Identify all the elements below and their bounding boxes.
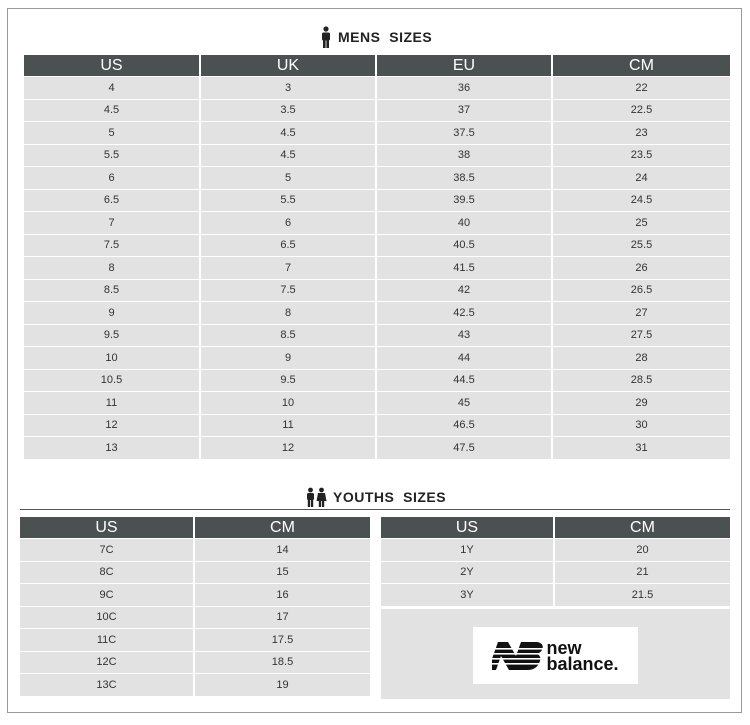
mens-cell-us: 10 [24, 346, 201, 369]
mens-row [24, 121, 730, 144]
mens-cell-cm: 27.5 [553, 324, 730, 347]
youths-right-row [381, 538, 730, 561]
mens-cell-cm: 26 [553, 256, 730, 279]
mens-cell-us: 4 [24, 76, 201, 99]
children-icon [305, 487, 327, 507]
mens-cell-cm: 24.5 [553, 189, 730, 212]
mens-row [24, 256, 730, 279]
mens-row [24, 234, 730, 257]
mens-title-label: MENS SIZES [338, 29, 433, 45]
mens-cell-eu: 40.5 [377, 234, 553, 257]
youths-left-cell-cm: 17.5 [195, 628, 370, 651]
mens-cell-us: 8 [24, 256, 201, 279]
mens-row [24, 189, 730, 212]
youths-left-cell-us: 10C [20, 606, 195, 629]
youths-title-label: YOUTHS SIZES [333, 489, 447, 505]
mens-cell-cm: 31 [553, 436, 730, 459]
youths-right-size-table [381, 517, 730, 606]
mens-row [24, 324, 730, 347]
youths-left-cell-us: 13C [20, 673, 195, 696]
youths-left-cell-cm: 18.5 [195, 651, 370, 674]
youths-left-cell-cm: 16 [195, 583, 370, 606]
mens-cell-cm: 28 [553, 346, 730, 369]
mens-cell-us: 10.5 [24, 369, 201, 392]
mens-cell-uk: 6 [201, 211, 377, 234]
mens-cell-cm: 26.5 [553, 279, 730, 302]
mens-cell-eu: 37.5 [377, 121, 553, 144]
mens-cell-cm: 23.5 [553, 144, 730, 167]
youths-left-col-us: US [20, 517, 195, 538]
mens-row [24, 369, 730, 392]
youths-right-col-cm: CM [555, 517, 730, 538]
mens-cell-uk: 8.5 [201, 324, 377, 347]
mens-cell-us: 5.5 [24, 144, 201, 167]
mens-cell-us: 4.5 [24, 99, 201, 122]
youths-right-header-row [381, 517, 730, 538]
mens-size-table [24, 55, 730, 459]
youths-left-row [20, 651, 370, 674]
mens-cell-eu: 47.5 [377, 436, 553, 459]
nb-monogram-icon [492, 640, 544, 672]
mens-cell-cm: 24 [553, 166, 730, 189]
mens-cell-uk: 3.5 [201, 99, 377, 122]
mens-cell-uk: 12 [201, 436, 377, 459]
mens-cell-eu: 38.5 [377, 166, 553, 189]
mens-row [24, 346, 730, 369]
youths-section-title [305, 487, 446, 507]
youths-left-cell-us: 7C [20, 538, 195, 561]
youths-left-row [20, 583, 370, 606]
youths-left-row [20, 561, 370, 584]
mens-col-us: US [24, 55, 201, 76]
mens-cell-uk: 11 [201, 414, 377, 437]
mens-cell-uk: 9.5 [201, 369, 377, 392]
mens-row [24, 279, 730, 302]
mens-cell-eu: 38 [377, 144, 553, 167]
mens-cell-uk: 5.5 [201, 189, 377, 212]
youths-left-header-row [20, 517, 370, 538]
youths-left-cell-us: 8C [20, 561, 195, 584]
mens-cell-us: 9.5 [24, 324, 201, 347]
mens-cell-eu: 45 [377, 391, 553, 414]
mens-cell-us: 5 [24, 121, 201, 144]
mens-row [24, 436, 730, 459]
youths-left-size-table [20, 517, 370, 696]
youths-right-cell-us: 2Y [381, 561, 555, 584]
mens-cell-uk: 9 [201, 346, 377, 369]
mens-cell-us: 11 [24, 391, 201, 414]
youths-right-cell-cm: 20 [555, 538, 730, 561]
mens-cell-us: 6.5 [24, 189, 201, 212]
mens-cell-cm: 22 [553, 76, 730, 99]
mens-cell-us: 7 [24, 211, 201, 234]
mens-cell-cm: 30 [553, 414, 730, 437]
mens-header-row [24, 55, 730, 76]
mens-cell-uk: 4.5 [201, 144, 377, 167]
youths-left-cell-us: 12C [20, 651, 195, 674]
mens-cell-eu: 42.5 [377, 301, 553, 324]
mens-row [24, 99, 730, 122]
youths-right-col-us: US [381, 517, 555, 538]
mens-cell-uk: 7 [201, 256, 377, 279]
youths-left-cell-us: 11C [20, 628, 195, 651]
mens-col-cm: CM [553, 55, 730, 76]
mens-cell-cm: 29 [553, 391, 730, 414]
mens-cell-eu: 39.5 [377, 189, 553, 212]
mens-col-eu: EU [377, 55, 553, 76]
mens-row [24, 301, 730, 324]
mens-cell-uk: 5 [201, 166, 377, 189]
mens-cell-eu: 36 [377, 76, 553, 99]
youths-left-row [20, 606, 370, 629]
mens-cell-us: 9 [24, 301, 201, 324]
mens-cell-uk: 10 [201, 391, 377, 414]
mens-cell-eu: 46.5 [377, 414, 553, 437]
youths-left-cell-us: 9C [20, 583, 195, 606]
youths-left-cell-cm: 19 [195, 673, 370, 696]
youths-left-row [20, 673, 370, 696]
mens-cell-uk: 4.5 [201, 121, 377, 144]
youths-left-cell-cm: 17 [195, 606, 370, 629]
mens-col-uk: UK [201, 55, 377, 76]
mens-cell-cm: 25 [553, 211, 730, 234]
mens-row [24, 166, 730, 189]
youths-right-cell-cm: 21 [555, 561, 730, 584]
mens-cell-us: 13 [24, 436, 201, 459]
youths-left-cell-cm: 15 [195, 561, 370, 584]
mens-cell-uk: 7.5 [201, 279, 377, 302]
mens-row [24, 211, 730, 234]
youths-left-col-cm: CM [195, 517, 370, 538]
mens-cell-us: 6 [24, 166, 201, 189]
mens-cell-eu: 44 [377, 346, 553, 369]
youths-right-row [381, 583, 730, 606]
mens-cell-cm: 22.5 [553, 99, 730, 122]
brand-line-1: new [546, 637, 582, 658]
man-icon [320, 26, 332, 48]
mens-cell-eu: 43 [377, 324, 553, 347]
section-divider [20, 509, 730, 510]
mens-cell-eu: 44.5 [377, 369, 553, 392]
mens-cell-us: 8.5 [24, 279, 201, 302]
mens-cell-uk: 6.5 [201, 234, 377, 257]
youths-right-cell-us: 3Y [381, 583, 555, 606]
youths-left-row [20, 538, 370, 561]
mens-row [24, 391, 730, 414]
mens-cell-cm: 23 [553, 121, 730, 144]
mens-row [24, 76, 730, 99]
mens-cell-us: 7.5 [24, 234, 201, 257]
mens-row [24, 144, 730, 167]
mens-cell-uk: 3 [201, 76, 377, 99]
youths-right-row [381, 561, 730, 584]
youths-right-cell-cm: 21.5 [555, 583, 730, 606]
mens-cell-cm: 28.5 [553, 369, 730, 392]
new-balance-logo [473, 627, 638, 684]
mens-cell-eu: 40 [377, 211, 553, 234]
mens-cell-eu: 42 [377, 279, 553, 302]
mens-cell-eu: 37 [377, 99, 553, 122]
brand-line-2: balance. [546, 653, 619, 674]
mens-cell-uk: 8 [201, 301, 377, 324]
youths-right-cell-us: 1Y [381, 538, 555, 561]
brand-wordmark [546, 637, 619, 674]
mens-cell-us: 12 [24, 414, 201, 437]
mens-cell-eu: 41.5 [377, 256, 553, 279]
mens-row [24, 414, 730, 437]
mens-cell-cm: 25.5 [553, 234, 730, 257]
mens-section-title [320, 26, 432, 48]
youths-left-cell-cm: 14 [195, 538, 370, 561]
youths-left-row [20, 628, 370, 651]
mens-cell-cm: 27 [553, 301, 730, 324]
